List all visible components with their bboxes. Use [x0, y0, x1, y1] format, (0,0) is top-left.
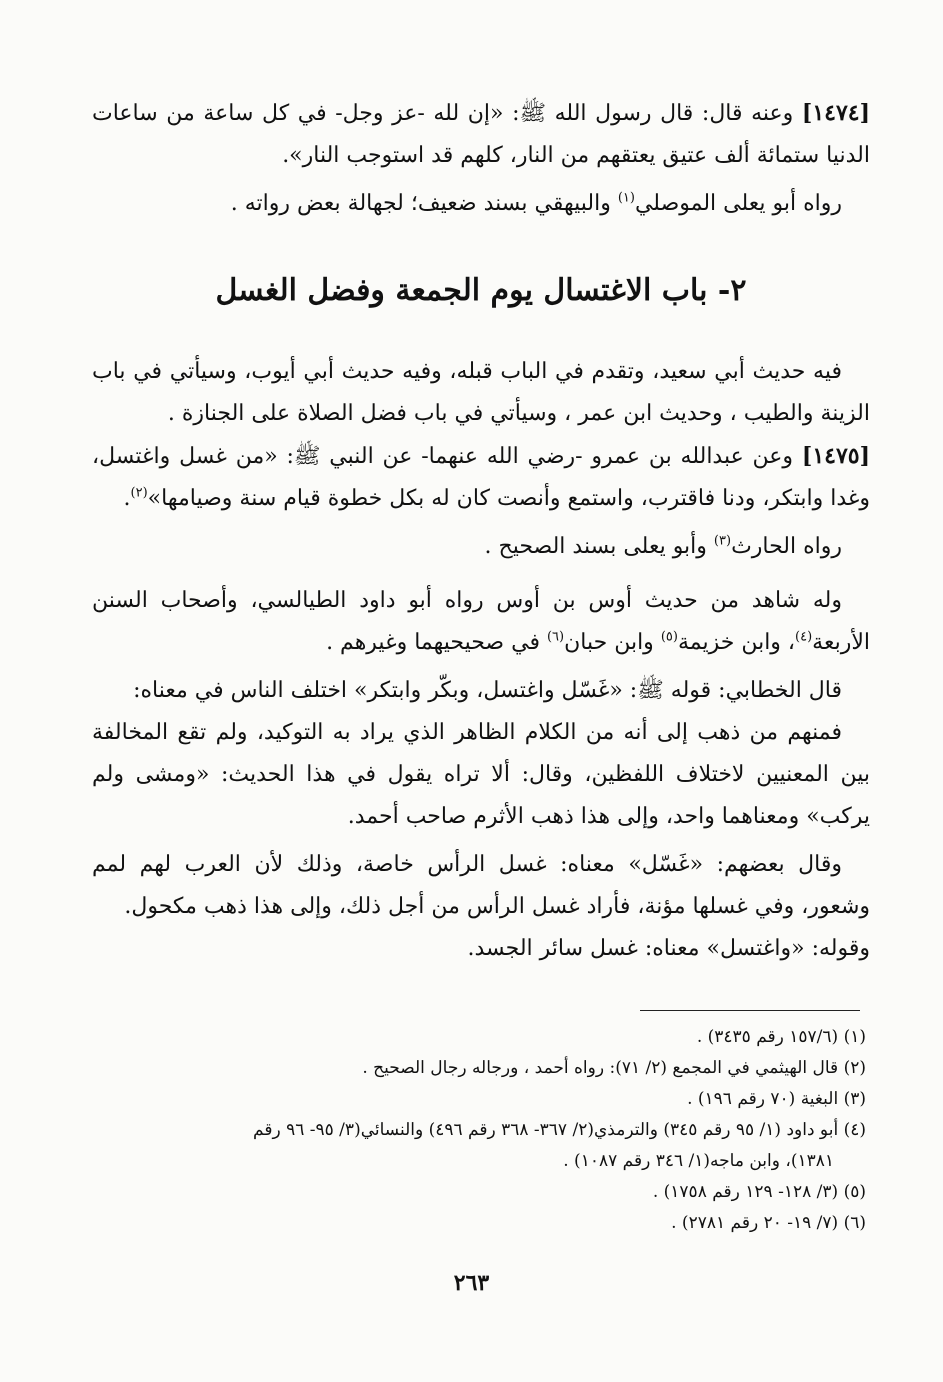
footnote-ref: (٦) [546, 629, 565, 645]
footnote-ref: (٣) [713, 533, 732, 549]
hadith-text-end: . [123, 486, 131, 511]
footnote-item: (٣) البغية (٧٠ رقم ١٩٦) . [687, 1089, 866, 1109]
third-paragraph: وقوله: «واغتسل» معناه: غسل سائر الجسد. [467, 936, 870, 961]
footnote-divider [640, 1010, 860, 1011]
hadith-number: [١٤٧٤] [801, 100, 870, 126]
footnote-ref: (٢) [130, 485, 148, 501]
page-number: ٢٦٣ [453, 1270, 490, 1296]
footnote-ref: (٤) [795, 629, 813, 645]
shahid-text: ، وابن خزيمة [677, 630, 796, 655]
second-opinion-paragraph: وقال بعضهم: «غَسّل» معناه: غسل الرأس خاصة، وذلك لأن العرب لهم لمم وشعور، وفي غسلها مؤنة، فأراد غسل الرأس من أجل ذلك، وإلى هذا ذهب مكحول. [92, 852, 870, 919]
footnote-item-continuation: ١٣٨١)، وابن ماجه(١/ ٣٤٦ رقم ١٠٨٧) . [563, 1151, 834, 1171]
chapter-intro: فيه حديث أبي سعيد، وتقدم في الباب قبله، وفيه حديث أبي أيوب، وسيأتي في باب الزينة والطيب ، وحديث ابن عمر ، وسيأتي في باب فضل الصلاة على الجنازة . [92, 359, 870, 426]
page-body [92, 92, 870, 970]
footnote-ref: (٥) [660, 629, 678, 645]
narration-text: والبيهقي بسند ضعيف؛ لجهالة بعض رواته . [230, 191, 618, 216]
hadith-1475-narration [92, 526, 870, 568]
footnotes [96, 1022, 866, 1239]
footnote-ref: (١) [617, 190, 635, 206]
hadith-text: وعن عبدالله بن عمرو -رضي الله عنهما- عن النبي ﷺ: «من غسل واغتسل، وغدا وابتكر، ودنا فاقترب، واستمع وأنصت كان له بكل خطوة قيام سنة وصيامها» [92, 444, 870, 511]
hadith-1475 [92, 435, 870, 520]
footnote-item: (٤) أبو داود (١/ ٩٥ رقم ٣٤٥) والترمذي(٢/ ٣٦٧- ٣٦٨ رقم ٤٩٦) والنسائي(٣/ ٩٥- ٩٦ رقم [253, 1120, 866, 1140]
footnote-item: (٥) (٣/ ١٢٨- ١٢٩ رقم ١٧٥٨) . [652, 1182, 866, 1202]
shahid-text: وابن حبان [564, 630, 661, 655]
chapter-title: ٢- باب الاغتسال يوم الجمعة وفضل الغسل [215, 273, 747, 308]
hadith-1474-narration [92, 183, 870, 225]
first-opinion-paragraph: فمنهم من ذهب إلى أنه من الكلام الظاهر الذي يراد به التوكيد، ولم تقع المخالفة بين المعنيين لاختلاف اللفظين، وقال: ألا تراه يقول في هذا الحديث: «ومشى ولم يركب» ومعناهما واحد، وإلى هذا ذهب الأثرم صاحب أحمد. [92, 720, 870, 829]
hadith-1474 [92, 92, 870, 177]
narration-text: رواه الحارث [731, 534, 842, 559]
narration-text: وأبو يعلى بسند الصحيح . [484, 534, 714, 559]
footnote-item: (٢) قال الهيثمي في المجمع (٢/ ٧١): رواه أحمد ، ورجاله رجال الصحيح . [362, 1058, 866, 1078]
hadith-number: [١٤٧٥] [801, 443, 870, 469]
shahid-text: وله شاهد من حديث أوس بن أوس رواه أبو داود الطيالسي، وأصحاب السنن الأربعة [92, 588, 870, 655]
shahid-paragraph [92, 580, 870, 664]
narration-text: رواه أبو يعلى الموصلي [634, 191, 842, 216]
footnote-item: (١) (١٥٧/٦ رقم ٣٤٣٥) . [696, 1027, 866, 1047]
shahid-text: في صحيحيهما وغيرهم . [326, 630, 547, 655]
hadith-text: وعنه قال: قال رسول الله ﷺ: «إن لله -عز وجل- في كل ساعة من ساعات الدنيا ستمائة ألف عتيق يعتقهم من النار، كلهم قد استوجب النار». [92, 101, 870, 168]
khattabi-paragraph: قال الخطابي: قوله ﷺ: «غَسّل واغتسل، وبكّر وابتكر» اختلف الناس في معناه: [133, 678, 842, 703]
footnote-item: (٦) (٧/ ١٩- ٢٠ رقم ٢٧٨١) . [671, 1213, 866, 1233]
